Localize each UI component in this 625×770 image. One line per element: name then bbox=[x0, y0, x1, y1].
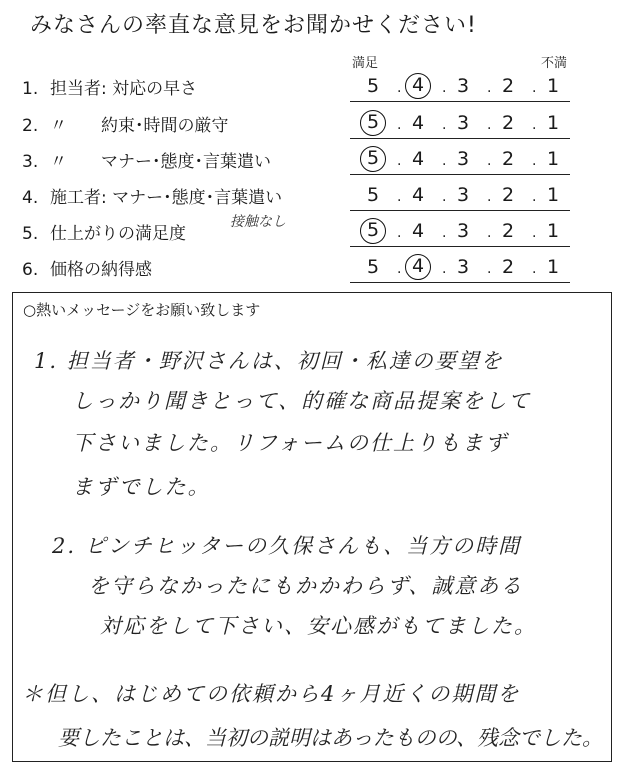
separator-dot: · bbox=[442, 121, 447, 137]
separator-dot: · bbox=[487, 193, 492, 209]
separator-dot: · bbox=[442, 84, 447, 100]
question-text bbox=[22, 255, 152, 280]
question-label: 価格の納得感 bbox=[50, 260, 152, 280]
rating-option[interactable]: 3 bbox=[456, 112, 470, 134]
separator-dot: · bbox=[397, 265, 402, 281]
rating-option[interactable]: 1 bbox=[546, 148, 560, 170]
rating-option[interactable]: 1 bbox=[546, 184, 560, 206]
rating-scale bbox=[350, 146, 570, 172]
question-row bbox=[0, 251, 625, 285]
message-box-title: ○熱いメッセージをお願い致します bbox=[23, 301, 261, 319]
rating-scale bbox=[350, 254, 570, 280]
rating-option[interactable]: 1 bbox=[546, 220, 560, 242]
question-row bbox=[0, 215, 625, 249]
question-number: 3. bbox=[22, 152, 39, 172]
separator-dot: · bbox=[532, 84, 537, 100]
question-label: 〃 約束･時間の厳守 bbox=[50, 116, 229, 136]
question-number: 4. bbox=[22, 188, 39, 208]
row-underline bbox=[350, 246, 570, 247]
question-label: 施工者: マナー･態度･言葉遣い bbox=[50, 188, 283, 208]
separator-dot: · bbox=[442, 157, 447, 173]
row-underline bbox=[350, 174, 570, 175]
rating-scale bbox=[350, 182, 570, 208]
question-number: 6. bbox=[22, 260, 39, 280]
separator-dot: · bbox=[442, 265, 447, 281]
separator-dot: · bbox=[397, 84, 402, 100]
separator-dot: · bbox=[532, 229, 537, 245]
question-row bbox=[0, 179, 625, 213]
separator-dot: · bbox=[397, 229, 402, 245]
question-text bbox=[22, 74, 197, 99]
handwritten-line: 2. ピンチヒッターの久保さんも、当方の時間 bbox=[52, 534, 522, 558]
rating-scale bbox=[350, 73, 570, 99]
rating-option[interactable]: 2 bbox=[501, 112, 515, 134]
question-text bbox=[22, 183, 282, 208]
separator-dot: · bbox=[487, 265, 492, 281]
rating-scale bbox=[350, 110, 570, 136]
separator-dot: · bbox=[397, 193, 402, 209]
satisfied-header: 満足 bbox=[352, 56, 379, 71]
rating-option[interactable]: 3 bbox=[456, 148, 470, 170]
separator-dot: · bbox=[487, 229, 492, 245]
rating-option[interactable]: 2 bbox=[501, 75, 515, 97]
rating-option[interactable]: 1 bbox=[546, 112, 560, 134]
question-row bbox=[0, 143, 625, 177]
rating-option[interactable]: 5 bbox=[366, 256, 380, 278]
rating-option[interactable]: 5 bbox=[366, 75, 380, 97]
handwritten-line: まずでした。 bbox=[72, 475, 211, 499]
rating-option[interactable]: 4 bbox=[411, 112, 425, 134]
separator-dot: · bbox=[532, 157, 537, 173]
rating-option-selected[interactable]: 4 bbox=[405, 254, 431, 280]
handwritten-line: 1. 担当者・野沢さんは、初回・私達の要望を bbox=[34, 349, 504, 373]
question-number: 2. bbox=[22, 116, 39, 136]
separator-dot: · bbox=[487, 121, 492, 137]
survey-title: みなさんの率直な意見をお聞かせください! bbox=[30, 13, 477, 38]
rating-option-selected[interactable]: 5 bbox=[360, 146, 386, 172]
handwritten-line: 下さいました。リフォームの仕上りもまず bbox=[72, 431, 508, 455]
rating-option[interactable]: 4 bbox=[411, 220, 425, 242]
question-text bbox=[22, 147, 271, 172]
question-label: 担当者: 対応の早さ bbox=[50, 79, 198, 99]
rating-option[interactable]: 4 bbox=[411, 148, 425, 170]
question-text bbox=[22, 219, 186, 244]
separator-dot: · bbox=[532, 121, 537, 137]
separator-dot: · bbox=[532, 193, 537, 209]
handwritten-note: 接触なし bbox=[230, 214, 286, 230]
rating-option[interactable]: 2 bbox=[501, 220, 515, 242]
rating-scale bbox=[350, 218, 570, 244]
question-row bbox=[0, 107, 625, 141]
rating-option[interactable]: 3 bbox=[456, 75, 470, 97]
rating-option[interactable]: 2 bbox=[501, 256, 515, 278]
row-underline bbox=[350, 210, 570, 211]
handwritten-line: 対応をして下さい、安心感がもてました。 bbox=[100, 614, 537, 638]
handwritten-line: しっかり聞きとって、的確な商品提案をして bbox=[72, 389, 532, 413]
separator-dot: · bbox=[487, 84, 492, 100]
question-text bbox=[22, 111, 229, 136]
separator-dot: · bbox=[397, 157, 402, 173]
separator-dot: · bbox=[442, 193, 447, 209]
separator-dot: · bbox=[487, 157, 492, 173]
dissatisfied-header: 不満 bbox=[541, 56, 568, 71]
rating-option[interactable]: 3 bbox=[456, 184, 470, 206]
question-label: 〃 マナー･態度･言葉遣い bbox=[50, 152, 271, 172]
handwritten-line: ＊但し、はじめての依頼から4ヶ月近くの期間を bbox=[22, 682, 521, 706]
rating-option-selected[interactable]: 5 bbox=[360, 110, 386, 136]
rating-option[interactable]: 2 bbox=[501, 148, 515, 170]
rating-option-selected[interactable]: 4 bbox=[405, 73, 431, 99]
question-number: 1. bbox=[22, 79, 39, 99]
row-underline bbox=[350, 138, 570, 139]
rating-option[interactable]: 2 bbox=[501, 184, 515, 206]
separator-dot: · bbox=[532, 265, 537, 281]
question-row bbox=[0, 70, 625, 104]
rating-option[interactable]: 5 bbox=[366, 184, 380, 206]
separator-dot: · bbox=[397, 121, 402, 137]
row-underline bbox=[350, 282, 570, 283]
rating-option[interactable]: 3 bbox=[456, 256, 470, 278]
rating-option[interactable]: 3 bbox=[456, 220, 470, 242]
rating-option[interactable]: 1 bbox=[546, 256, 560, 278]
row-underline bbox=[350, 101, 570, 102]
rating-option[interactable]: 1 bbox=[546, 75, 560, 97]
handwritten-line: 要したことは、当初の説明はあったものの、残念でした。 bbox=[58, 726, 603, 750]
question-number: 5. bbox=[22, 224, 39, 244]
rating-option[interactable]: 4 bbox=[411, 184, 425, 206]
handwritten-line: を守らなかったにもかかわらず、誠意ある bbox=[88, 574, 524, 598]
question-label: 仕上がりの満足度 bbox=[50, 224, 186, 244]
separator-dot: · bbox=[442, 229, 447, 245]
rating-option-selected[interactable]: 5 bbox=[360, 218, 386, 244]
